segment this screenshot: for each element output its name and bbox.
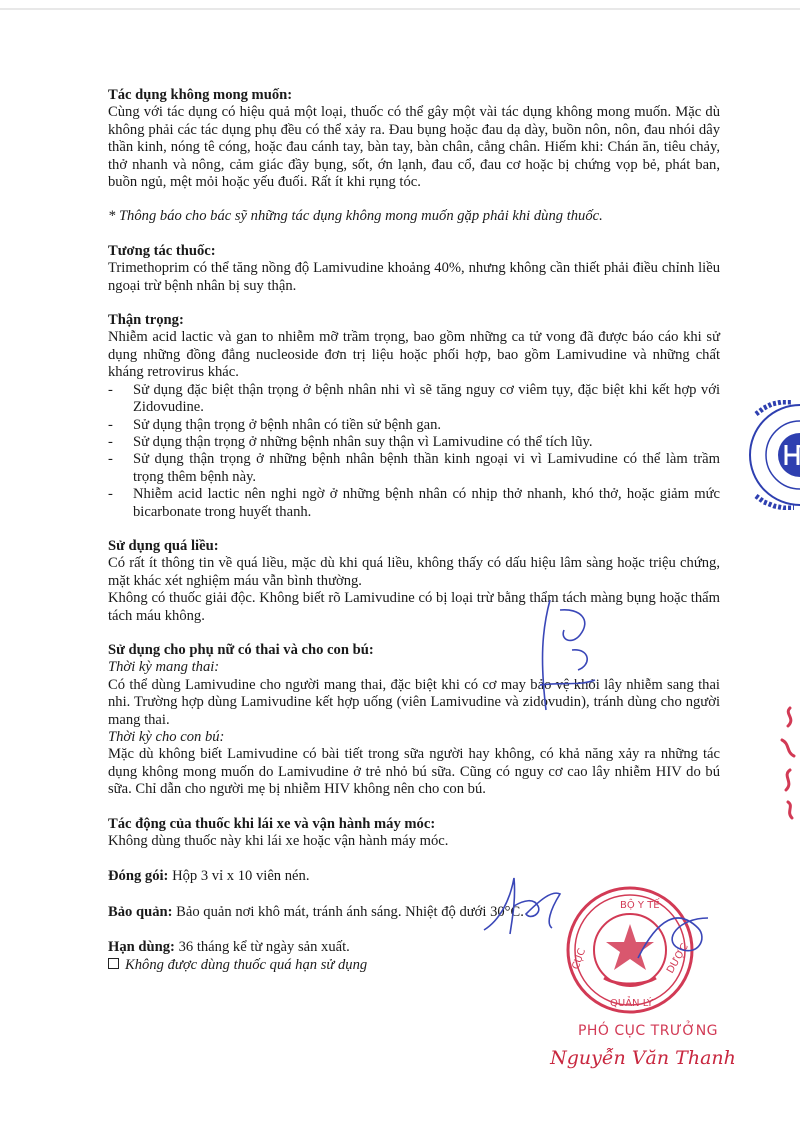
overdose-text-1: Có rất ít thông tin về quá liều, mặc dù khi quá liều, không thấy có dấu hiệu lâm sàng hoặc triệu chứng, mặt khác xét nghiệm máu vẫn bình thường. — [108, 555, 720, 589]
heading-interactions: Tương tác thuốc: — [108, 242, 216, 259]
storage-value: Bảo quản nơi khô mát, tránh ánh sáng. Nhiệt độ dưới 30°C. — [176, 903, 524, 920]
section-precautions — [108, 312, 720, 521]
section-overdose — [108, 538, 720, 625]
vice-director-title: PHÓ CỤC TRƯỞNG — [577, 1023, 719, 1039]
handwritten-initials-icon — [520, 590, 610, 720]
heading-side-effects: Tác dụng không mong muốn: — [108, 87, 293, 103]
expiry-label: Hạn dùng: — [108, 939, 175, 956]
pregnancy-text: Có thể dùng Lamivudine cho người mang thai, đặc biệt khi có cơ may bảo vệ khỏi lây nhiễm sang thai nhi. Trường hợp dùng Lamivudine kết hợp uống (viên Lamivudine và zidovudin), tránh dùng cho người mang thai. — [108, 676, 720, 728]
list-item: - Sử dụng thận trọng ở những bệnh nhân suy thận vì Lamivudine có thể tích lũy. — [108, 434, 720, 451]
storage-label: Bảo quản: — [108, 903, 173, 920]
section-pregnancy — [108, 642, 720, 799]
breastfeeding-text: Mặc dù không biết Lamivudine có bài tiết trong sữa người hay không, có khả năng xảy ra những tác dụng không mong muốn do Lamivudine ở trẻ nhỏ bú sữa. Cũng có nguy cơ cao lây nhiễm HIV do bú sữa. Chỉ dẫn cho người mẹ bị nhiễm HIV không nên cho con bú. — [108, 746, 720, 798]
overdose-text-2: Không có thuốc giải độc. Không biết rõ Lamivudine có bị loại trừ bằng thẩm tách màng bụng hoặc thẩm tách máu không. — [108, 590, 720, 624]
document-body — [108, 87, 720, 974]
svg-text:BỘ Y TẾ: BỘ Y TẾ — [620, 900, 660, 911]
interactions-text: Trimethoprim có thể tăng nồng độ Lamivudine khoảng 40%, nhưng không cần thiết phải điều chỉnh liều ngoại trừ bệnh nhân bị suy thận. — [108, 260, 720, 294]
list-item: - Sử dụng thận trọng ở bệnh nhân có tiền sử bệnh gan. — [108, 417, 720, 434]
list-item: - Nhiễm acid lactic nên nghi ngờ ở những bệnh nhân có nhịp thở nhanh, khó thở, hoặc giảm mức bicarbonate trong huyết thanh. — [108, 486, 720, 521]
svg-text:DƯỢC: DƯỢC — [665, 941, 691, 976]
packaging-label: Đóng gói: — [108, 868, 169, 885]
section-side-effects — [108, 87, 720, 226]
heading-precautions: Thận trọng: — [108, 312, 184, 329]
side-effects-text: Cùng với tác dụng có hiệu quả một loại, thuốc có thể gây một vài tác dụng không mong muốn. Mặc dù không phải các tác dụng phụ đều có thể xảy ra. Đau bụng hoặc đau dạ dày, buồn nôn, nôn, đau nhói dây thần kinh, nóng tê cóng, hoặc đau cánh tay, bàn tay, bàn chân, cẳng chân. Hiếm khi: Chán ăn, tiêu chảy, thở nhanh và nông, cảm giác đầy bụng, sốt, ớn lạnh, đau cổ, đau cơ hoặc bị chứng vọp bẻ, phát ban, buồn ngủ, mệt mỏi hoặc yếu đuối. Rất ít khi rụng tóc. — [108, 104, 720, 191]
vice-director-name: Nguyễn Văn Thanh — [550, 1047, 736, 1069]
section-driving — [108, 816, 720, 851]
lab-stamp-icon — [738, 400, 800, 510]
svg-text:CỤC: CỤC — [570, 947, 589, 972]
section-interactions — [108, 243, 720, 295]
side-effects-note: * Thông báo cho bác sỹ những tác dụng không mong muốn gặp phải khi dùng thuốc. — [108, 208, 603, 225]
list-item: - Sử dụng thận trọng ở những bệnh nhân bệnh thần kinh ngoại vi vì Lamivudine có thể làm trầm trọng thêm bệnh này. — [108, 451, 720, 486]
svg-text:QUẢN LÝ: QUẢN LÝ — [610, 998, 654, 1009]
expiry-value: 36 tháng kể từ ngày sản xuất. — [178, 939, 350, 956]
precautions-list — [108, 382, 720, 521]
heading-overdose: Sử dụng quá liều: — [108, 537, 219, 554]
scan-edge-line — [0, 8, 800, 10]
heading-driving: Tác động của thuốc khi lái xe và vận hành máy móc: — [108, 815, 436, 832]
red-edge-marks-icon — [760, 700, 800, 820]
expiry-warning-text: Không được dùng thuốc quá hạn sử dụng — [125, 956, 368, 973]
signature-icon — [480, 870, 600, 940]
list-item: - Sử dụng đặc biệt thận trọng ở bệnh nhân nhi vì sẽ tăng nguy cơ viêm tụy, đặc biệt khi kết hợp với Zidovudine. — [108, 382, 720, 417]
subheading-breastfeeding: Thời kỳ cho con bú: — [108, 729, 225, 745]
packaging-value: Hộp 3 vỉ x 10 viên nén. — [172, 868, 310, 885]
driving-text: Không dùng thuốc này khi lái xe hoặc vận hành máy móc. — [108, 833, 449, 850]
precautions-text: Nhiễm acid lactic và gan to nhiễm mỡ trầm trọng, bao gồm những ca tử vong đã được báo cáo khi sử dụng những đồng đẳng nucleoside đơn trị liệu hoặc phối hợp, bao gồm Lamivudine và những chất kháng retrovirus khác. — [108, 329, 720, 381]
checkbox-icon — [108, 958, 119, 969]
heading-pregnancy: Sử dụng cho phụ nữ có thai và cho con bú: — [108, 641, 374, 658]
subheading-pregnancy: Thời kỳ mang thai: — [108, 659, 220, 676]
